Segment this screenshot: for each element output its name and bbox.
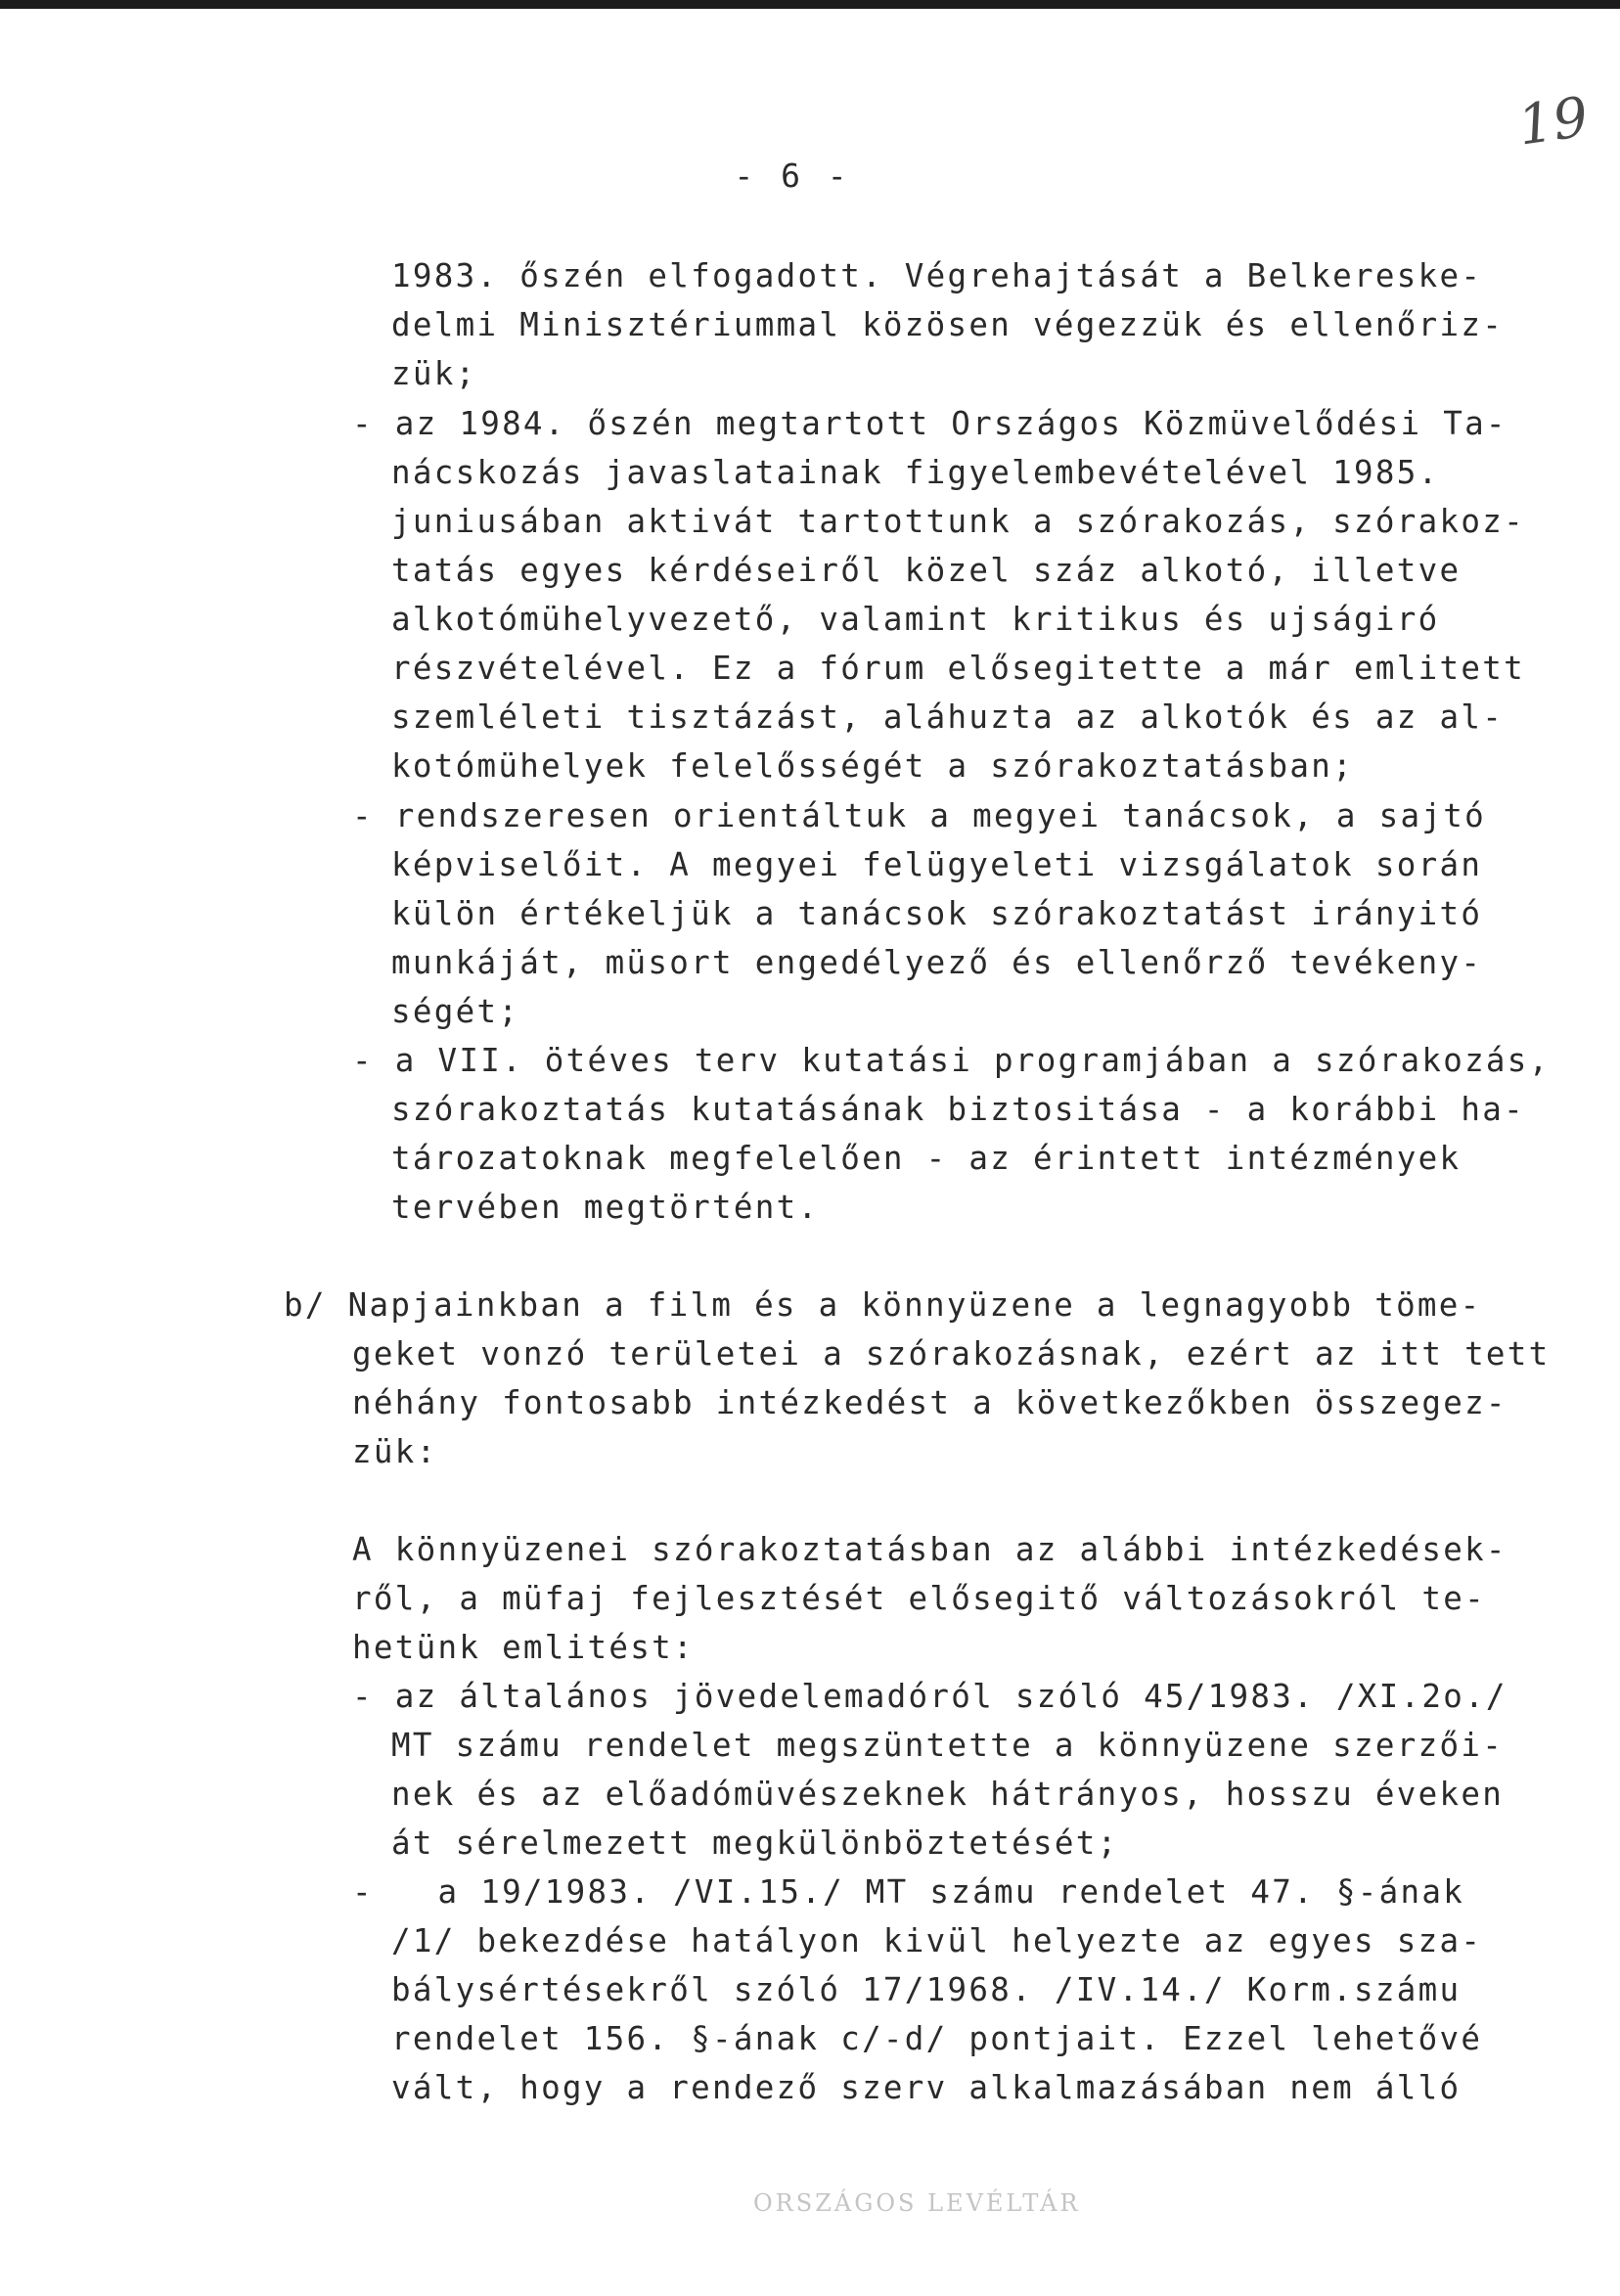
text-line: bálysértésekről szóló 17/1968. /IV.14./ Korm.számu <box>391 1971 1462 2008</box>
text-line: - a VII. ötéves terv kutatási programjában a szórakozás, <box>352 1042 1551 1079</box>
text-line: zük; <box>391 355 477 392</box>
archive-stamp: ORSZÁGOS LEVÉLTÁR <box>753 2189 1081 2217</box>
text-line: juniusában aktivát tartottunk a szórakozás, szórakoz- <box>391 503 1525 540</box>
text-line: tervében megtörtént. <box>391 1189 820 1226</box>
text-line: munkáját, müsort engedélyező és ellenőrző tevékeny- <box>391 944 1483 981</box>
text-line: néhány fontosabb intézkedést a következőkben összegez- <box>352 1384 1508 1421</box>
text-line: külön értékeljük a tanácsok szórakoztatást irányitó <box>391 895 1483 932</box>
scan-top-border <box>0 0 1620 9</box>
text-line: kotómühelyek felelősségét a szórakoztatásban; <box>391 747 1354 785</box>
text-line: vált, hogy a rendező szerv alkalmazásában nem álló <box>391 2069 1462 2106</box>
text-line: MT számu rendelet megszüntette a könnyüzene szerzői- <box>391 1727 1505 1764</box>
text-line: - az általános jövedelemadóról szóló 45/1983. /XI.2o./ <box>352 1678 1508 1715</box>
text-line: /1/ bekezdése hatályon kivül helyezte az egyes sza- <box>391 1922 1483 1959</box>
text-line: A könnyüzenei szórakoztatásban az alábbi intézkedések- <box>352 1531 1508 1568</box>
text-line: tározatoknak megfelelően - az érintett intézmények <box>391 1140 1462 1177</box>
text-line: képviselőit. A megyei felügyeleti vizsgálatok során <box>391 846 1483 883</box>
text-line: geket vonzó területei a szórakozásnak, ezért az itt tett <box>352 1335 1551 1373</box>
handwritten-page-number: 19 <box>1513 85 1593 158</box>
text-line: - rendszeresen orientáltuk a megyei tanácsok, a sajtó <box>352 797 1486 834</box>
text-line: nek és az előadómüvészeknek hátrányos, hosszu éveken <box>391 1776 1505 1813</box>
text-line: zük: <box>352 1433 438 1470</box>
text-line: tatás egyes kérdéseiről közel száz alkotó, illetve <box>391 552 1462 589</box>
text-line: - az 1984. őszén megtartott Országos Közmüvelődési Ta- <box>352 405 1508 442</box>
text-line: delmi Minisztériummal közösen végezzük és ellenőriz- <box>391 306 1505 343</box>
text-line: át sérelmezett megkülönböztetését; <box>391 1824 1119 1862</box>
text-line: alkotómühelyvezető, valamint kritikus és ujságiró <box>391 601 1440 638</box>
text-line: részvételével. Ez a fórum elősegitette a már emlitett <box>391 650 1525 687</box>
text-line: ségét; <box>391 993 520 1030</box>
text-line: nácskozás javaslatainak figyelembevételével 1985. <box>391 454 1440 491</box>
text-line: 1983. őszén elfogadott. Végrehajtását a Belkereske- <box>391 257 1483 294</box>
text-line: szemléleti tisztázást, aláhuzta az alkotók és az al- <box>391 698 1505 736</box>
text-line: b/ Napjainkban a film és a könnyüzene a legnagyobb töme- <box>284 1286 1482 1324</box>
text-line: - a 19/1983. /VI.15./ MT számu rendelet 47. §-ának <box>352 1873 1465 1911</box>
text-line: rendelet 156. §-ának c/-d/ pontjait. Ezzel lehetővé <box>391 2020 1483 2057</box>
text-line: szórakoztatás kutatásának biztositása - a korábbi ha- <box>391 1091 1525 1128</box>
text-line: ről, a müfaj fejlesztését elősegitő változásokról te- <box>352 1580 1486 1617</box>
page-number: - 6 - <box>734 157 851 195</box>
text-line: hetünk emlitést: <box>352 1629 695 1666</box>
